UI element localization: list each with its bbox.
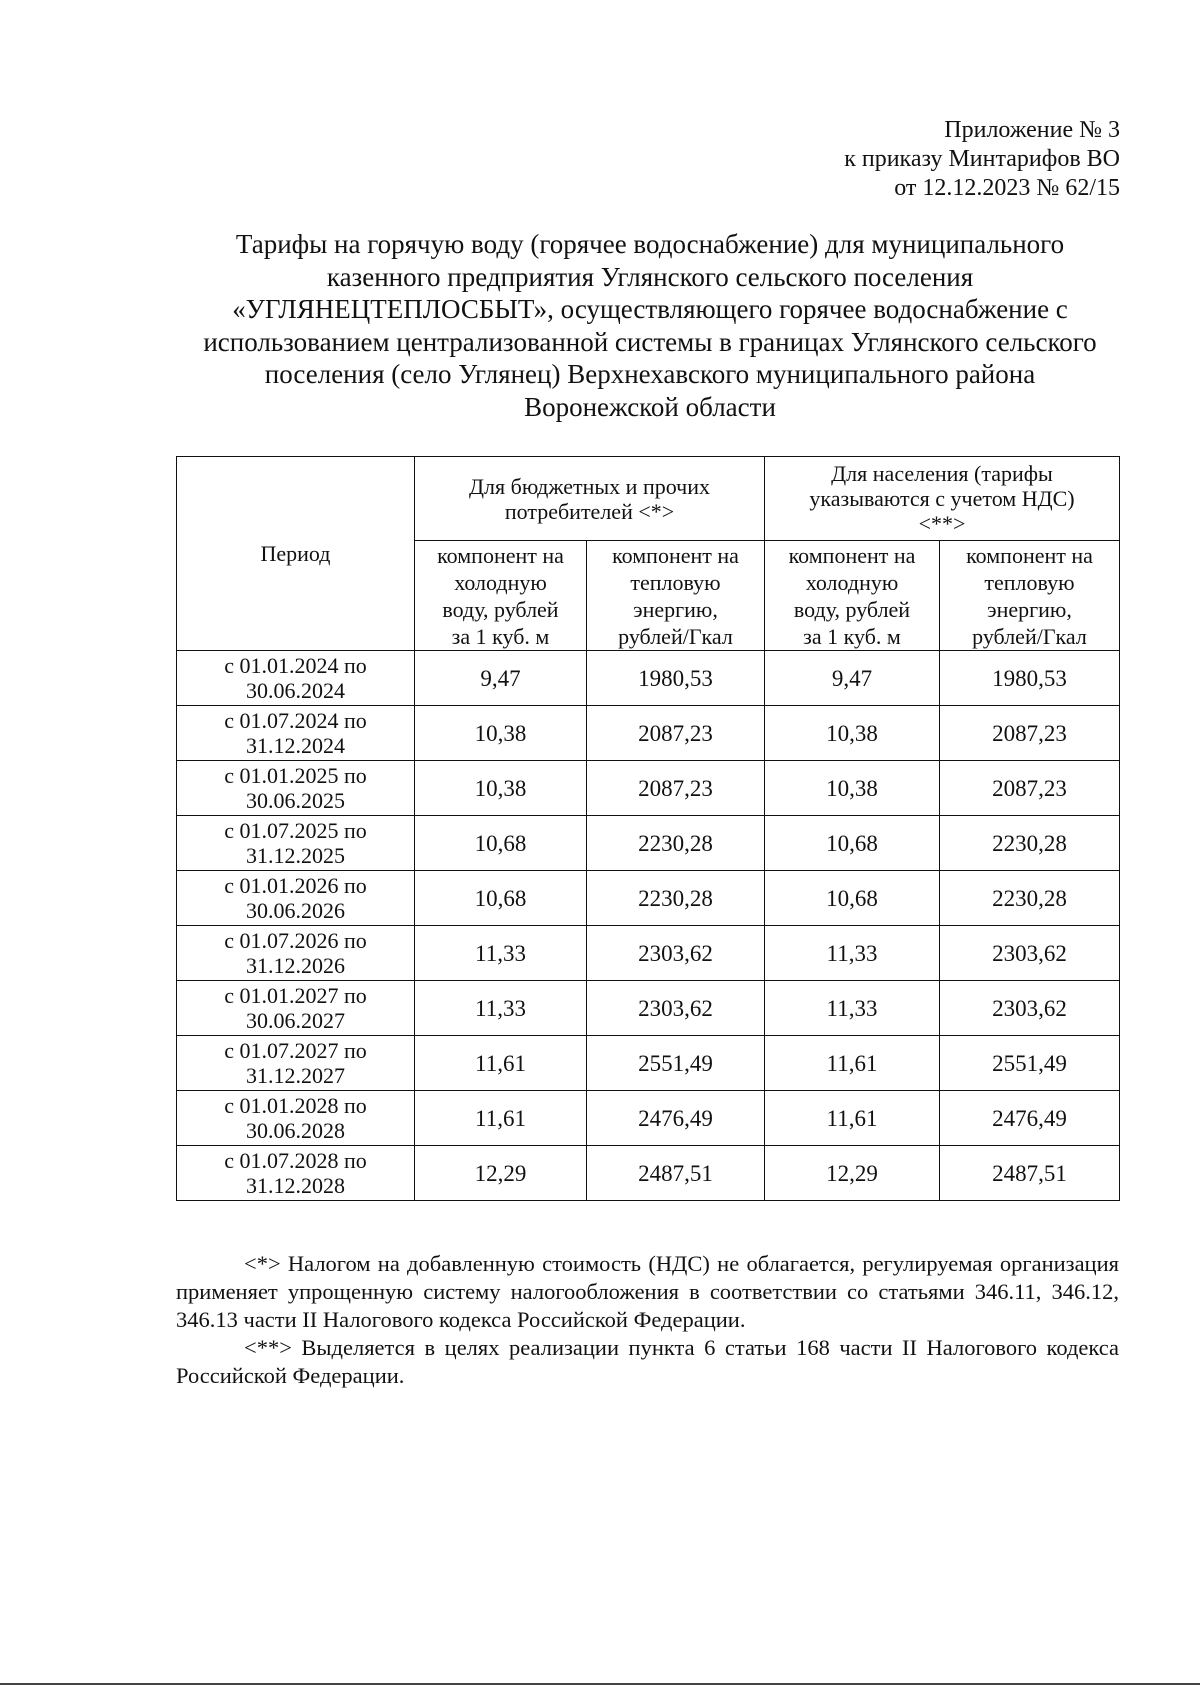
subheader-line: за 1 куб. м (803, 623, 901, 649)
table-row (177, 1091, 1120, 1146)
subheader-line: компонент на (437, 542, 564, 568)
appendix-number: Приложение № 3 (944, 117, 1120, 143)
title-line: использованием централизованной системы в границах Углянского сельского (203, 326, 1097, 357)
period-to: 30.06.2026 (246, 898, 345, 923)
period-cell (177, 651, 415, 706)
footnote-vat-exempt: <*> Налогом на добавленную стоимость (НДС) не облагается, регулируемая организация применяет упрощенную систему налогообложения в соответствии со статьями 346.11, 346.12, 346.13 части II Налогового кодекса Российской Федерации. (176, 1251, 1119, 1332)
budget-cold-water-value: 11,61 (415, 1091, 587, 1146)
population-cold-water-value: 11,61 (765, 1036, 940, 1091)
population-cold-water-value: 10,68 (765, 816, 940, 871)
appendix-date: от 12.12.2023 № 62/15 (894, 175, 1120, 201)
population-header-line: Для населения (тарифы (831, 461, 1053, 486)
subheader-line: воду, рублей (442, 596, 559, 622)
budget-heat-energy-value: 2551,49 (587, 1036, 765, 1091)
table-row (177, 1146, 1120, 1201)
population-heat-energy-header (940, 541, 1120, 651)
subheader-line: воду, рублей (793, 596, 911, 622)
period-cell (177, 816, 415, 871)
table-row (177, 706, 1120, 761)
population-cold-water-value: 11,33 (765, 981, 940, 1036)
period-from: с 01.07.2027 по (224, 1038, 367, 1063)
period-cell (177, 1036, 415, 1091)
period-header (177, 457, 415, 651)
appendix-reference (844, 116, 1120, 203)
period-from: с 01.01.2025 по (224, 763, 367, 788)
population-cold-water-header (765, 541, 940, 651)
budget-cold-water-value: 11,61 (415, 1036, 587, 1091)
population-cold-water-value: 11,61 (765, 1091, 940, 1146)
population-heat-energy-value: 2230,28 (940, 871, 1120, 926)
title-line: казенного предприятия Углянского сельского поселения (326, 261, 974, 292)
subheader-line: компонент на (612, 542, 739, 568)
budget-consumers-header (415, 457, 765, 541)
population-heat-energy-value: 2551,49 (940, 1036, 1120, 1091)
budget-heat-energy-value: 2303,62 (587, 981, 765, 1036)
period-from: с 01.07.2026 по (224, 928, 367, 953)
population-heat-energy-value: 2230,28 (940, 816, 1120, 871)
period-to: 30.06.2027 (246, 1008, 345, 1033)
document-title (170, 228, 1130, 423)
period-cell (177, 761, 415, 816)
period-to: 30.06.2025 (246, 788, 345, 813)
budget-cold-water-value: 9,47 (415, 651, 587, 706)
population-header-line: указываются с учетом НДС) (809, 486, 1075, 511)
population-cold-water-value: 12,29 (765, 1146, 940, 1201)
population-heat-energy-value: 2476,49 (940, 1091, 1120, 1146)
period-cell (177, 926, 415, 981)
subheader-line: тепловую (630, 569, 721, 595)
footnote-vat-allocated: <**> Выделяется в целях реализации пункта 6 статьи 168 части II Налогового кодекса Российской Федерации. (176, 1335, 1119, 1388)
budget-cold-water-value: 11,33 (415, 926, 587, 981)
appendix-order: к приказу Минтарифов ВО (844, 146, 1120, 172)
population-cold-water-value: 10,38 (765, 706, 940, 761)
subheader-line: энергию, (987, 596, 1072, 622)
period-cell (177, 1091, 415, 1146)
budget-cold-water-header (415, 541, 587, 651)
period-header-label: Период (260, 540, 331, 566)
population-header-line: <**> (918, 511, 966, 536)
period-from: с 01.01.2024 по (224, 653, 367, 678)
period-to: 31.12.2027 (246, 1063, 345, 1088)
title-line: «УГЛЯНЕЦТЕПЛОСБЫТ», осуществляющего горячее водоснабжение с (232, 294, 1068, 324)
period-cell (177, 871, 415, 926)
budget-heat-energy-header (587, 541, 765, 651)
budget-cold-water-value: 12,29 (415, 1146, 587, 1201)
period-cell (177, 706, 415, 761)
budget-heat-energy-value: 2476,49 (587, 1091, 765, 1146)
budget-cold-water-value: 10,38 (415, 761, 587, 816)
period-cell (177, 1146, 415, 1201)
population-cold-water-value: 9,47 (765, 651, 940, 706)
tariff-table-body (177, 651, 1120, 1201)
period-from: с 01.01.2026 по (224, 873, 367, 898)
period-from: с 01.01.2027 по (224, 983, 367, 1008)
title-line: поселения (село Углянец) Верхнехавского муниципального района (264, 359, 1036, 389)
population-heat-energy-value: 2487,51 (940, 1146, 1120, 1201)
budget-heat-energy-value: 2303,62 (587, 926, 765, 981)
period-to: 31.12.2026 (246, 953, 345, 978)
table-row (177, 816, 1120, 871)
subheader-line: холодную (805, 569, 899, 595)
population-cold-water-value: 10,68 (765, 871, 940, 926)
period-from: с 01.01.2028 по (224, 1093, 367, 1118)
subheader-line: холодную (454, 569, 547, 595)
budget-cold-water-value: 11,33 (415, 981, 587, 1036)
subheader-line: тепловую (984, 569, 1075, 595)
budget-heat-energy-value: 1980,53 (587, 651, 765, 706)
subheader-line: энергию, (633, 596, 718, 622)
period-cell (177, 981, 415, 1036)
period-from: с 01.07.2028 по (224, 1148, 367, 1173)
population-cold-water-value: 10,38 (765, 761, 940, 816)
population-heat-energy-value: 2303,62 (940, 926, 1120, 981)
title-line: Тарифы на горячую воду (горячее водоснабжение) для муниципального (235, 229, 1065, 259)
table-row (177, 981, 1120, 1036)
population-heat-energy-value: 2087,23 (940, 706, 1120, 761)
budget-header-line: потребителей <*> (504, 498, 675, 524)
budget-cold-water-value: 10,68 (415, 816, 587, 871)
table-row (177, 926, 1120, 981)
subheader-line: рублей/Гкал (618, 623, 733, 649)
population-header (765, 457, 1120, 541)
page-bottom-rule (0, 1683, 1200, 1685)
table-row (177, 871, 1120, 926)
budget-cold-water-value: 10,68 (415, 871, 587, 926)
population-heat-energy-value: 1980,53 (940, 651, 1120, 706)
budget-heat-energy-value: 2087,23 (587, 706, 765, 761)
table-row (177, 651, 1120, 706)
subheader-line: компонент на (966, 542, 1093, 568)
budget-cold-water-value: 10,38 (415, 706, 587, 761)
tariff-table (176, 456, 1120, 1201)
table-row (177, 761, 1120, 816)
period-to: 31.12.2028 (246, 1173, 345, 1198)
population-cold-water-value: 11,33 (765, 926, 940, 981)
title-line: Воронежской области (524, 391, 776, 422)
period-from: с 01.07.2025 по (224, 818, 367, 843)
subheader-line: за 1 куб. м (451, 623, 550, 649)
period-to: 31.12.2024 (246, 733, 345, 758)
table-row (177, 1036, 1120, 1091)
period-to: 31.12.2025 (246, 843, 345, 868)
footnotes (176, 1250, 1119, 1390)
budget-heat-energy-value: 2230,28 (587, 816, 765, 871)
subheader-line: компонент на (788, 542, 916, 568)
population-heat-energy-value: 2087,23 (940, 761, 1120, 816)
period-to: 30.06.2028 (246, 1118, 345, 1143)
budget-header-line: Для бюджетных и прочих (469, 473, 710, 499)
budget-heat-energy-value: 2087,23 (587, 761, 765, 816)
budget-heat-energy-value: 2487,51 (587, 1146, 765, 1201)
subheader-line: рублей/Гкал (972, 623, 1087, 649)
period-from: с 01.07.2024 по (224, 708, 367, 733)
budget-heat-energy-value: 2230,28 (587, 871, 765, 926)
population-heat-energy-value: 2303,62 (940, 981, 1120, 1036)
period-to: 30.06.2024 (246, 678, 345, 703)
